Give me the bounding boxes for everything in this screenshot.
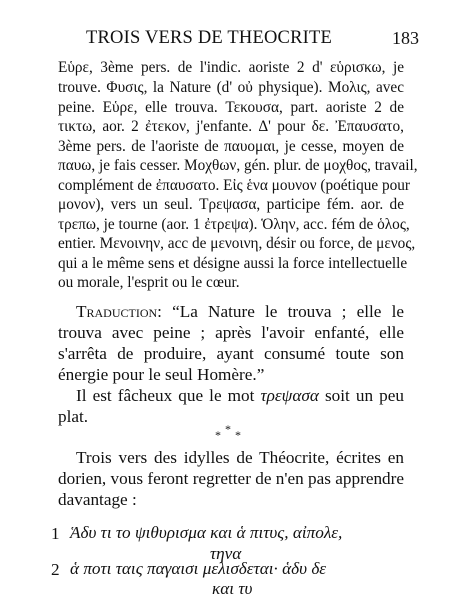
- page-number: 183: [392, 28, 419, 48]
- translation-line: s'arrêta de produire, ayant consumé toute son: [58, 344, 404, 363]
- verse-number: 2: [51, 560, 60, 579]
- note-line: qui a le même sens et désigne aussi la force intellectuelle: [58, 254, 408, 272]
- translation-label: Traduction: [76, 302, 158, 321]
- note-line: παυω, je fais cesser. Μοχθων, gén. plur. de μοχθος, travail,: [58, 157, 418, 174]
- page-header: [86, 28, 419, 50]
- translation-line: [76, 303, 404, 320]
- note-line: trouve. Φυσις, la Nature (d' οὐ physique). Μολις, avec: [58, 79, 404, 96]
- verse-line: τηνα: [210, 544, 242, 563]
- note-line: entier. Μενοινην, acc de μενοινη, désir ou force, de μενος,: [58, 235, 416, 252]
- translation-text: : “La Nature le trouva ; elle le: [157, 302, 404, 321]
- intro-line: davantage :: [58, 490, 137, 509]
- note-line: 3ème pers. de l'aoriste de παυομαι, je cesse, moyen de: [58, 137, 404, 155]
- note-line: Εὑρε, 3ème pers. de l'indic. aoriste 2 d' εὑρισκω, je: [58, 59, 404, 76]
- verse-number: 1: [51, 524, 60, 543]
- note-line: τρεπω, je tourne (aor. 1 ἐτρεψα). Ὁλην, acc. fém de ὁλος,: [58, 215, 410, 233]
- translation-line: trouva avec peine ; après l'avoir enfanté, elle: [58, 323, 404, 342]
- remark-line: plat.: [58, 407, 89, 426]
- intro-line: Trois vers des idylles de Théocrite, écrites en: [76, 448, 404, 467]
- verse-line: και τυ: [212, 579, 253, 598]
- note-line: ou morale, l'esprit ou le cœur.: [58, 274, 240, 291]
- translation-line: énergie pour le seul Homère.”: [58, 365, 265, 384]
- remark-line: Il est fâcheux que le mot τρεψασα soit un peu: [76, 386, 404, 405]
- verse-line: ἁ ποτι ταις παγαισι μελισδεται· ἁδυ δε: [70, 559, 327, 578]
- note-line: peine. Εὑρε, elle trouva. Τεκουσα, part. aoriste 2 de: [58, 98, 404, 116]
- greek-word: τρεψασα: [260, 386, 319, 405]
- running-title: TROIS VERS DE THEOCRITE: [86, 28, 332, 48]
- note-line: complément de ἐπαυσατο. Εἰς ἑνα μουνον (poétique pour: [58, 176, 411, 194]
- note-line: τικτω, aor. 2 ἐτεκον, j'enfante. Δ' pour δε. Ἐπαυσατο,: [58, 118, 404, 135]
- verse-line: Ἁδυ τι το ψιθυρισμα και ἁ πιτυς, αἰπολε,: [70, 523, 343, 542]
- note-line: μονον), vers un seul. Τρεψασα, participe fém. aor. de: [58, 196, 404, 213]
- section-separator: ***: [215, 422, 245, 442]
- intro-line: dorien, vous feront regretter de n'en pas apprendre: [58, 469, 404, 488]
